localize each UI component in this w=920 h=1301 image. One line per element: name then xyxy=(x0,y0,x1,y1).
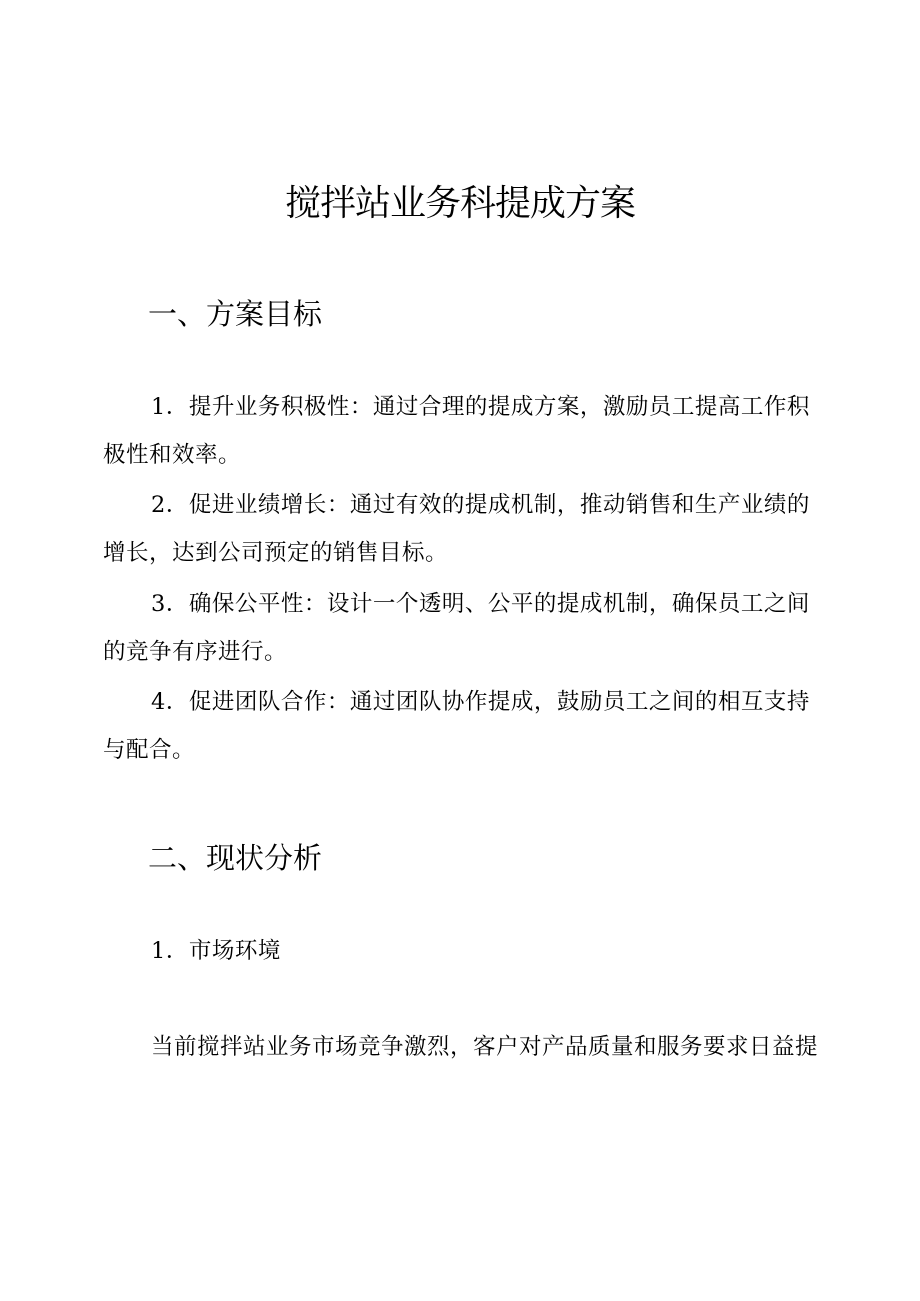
subheading-market-environment: 1．市场环境 xyxy=(151,938,281,964)
section-heading-goals: 一、方案目标 xyxy=(148,297,323,331)
goal-item-2: 2．促进业绩增长：通过有效的提成机制，推动销售和生产业绩的增长，达到公司预定的销售目标。 xyxy=(103,492,810,566)
analysis-paragraph: 当前搅拌站业务市场竞争激烈，客户对产品质量和服务要求日益提 xyxy=(151,1034,819,1060)
section-heading-analysis: 二、现状分析 xyxy=(148,841,323,875)
goal-item-1: 1．提升业务积极性：通过合理的提成方案，激励员工提高工作积极性和效率。 xyxy=(103,394,810,468)
goal-item-4: 4．促进团队合作：通过团队协作提成，鼓励员工之间的相互支持与配合。 xyxy=(103,689,810,763)
goal-item-3: 3．确保公平性：设计一个透明、公平的提成机制，确保员工之间的竞争有序进行。 xyxy=(103,591,810,665)
document-title: 搅拌站业务科提成方案 xyxy=(284,183,635,224)
